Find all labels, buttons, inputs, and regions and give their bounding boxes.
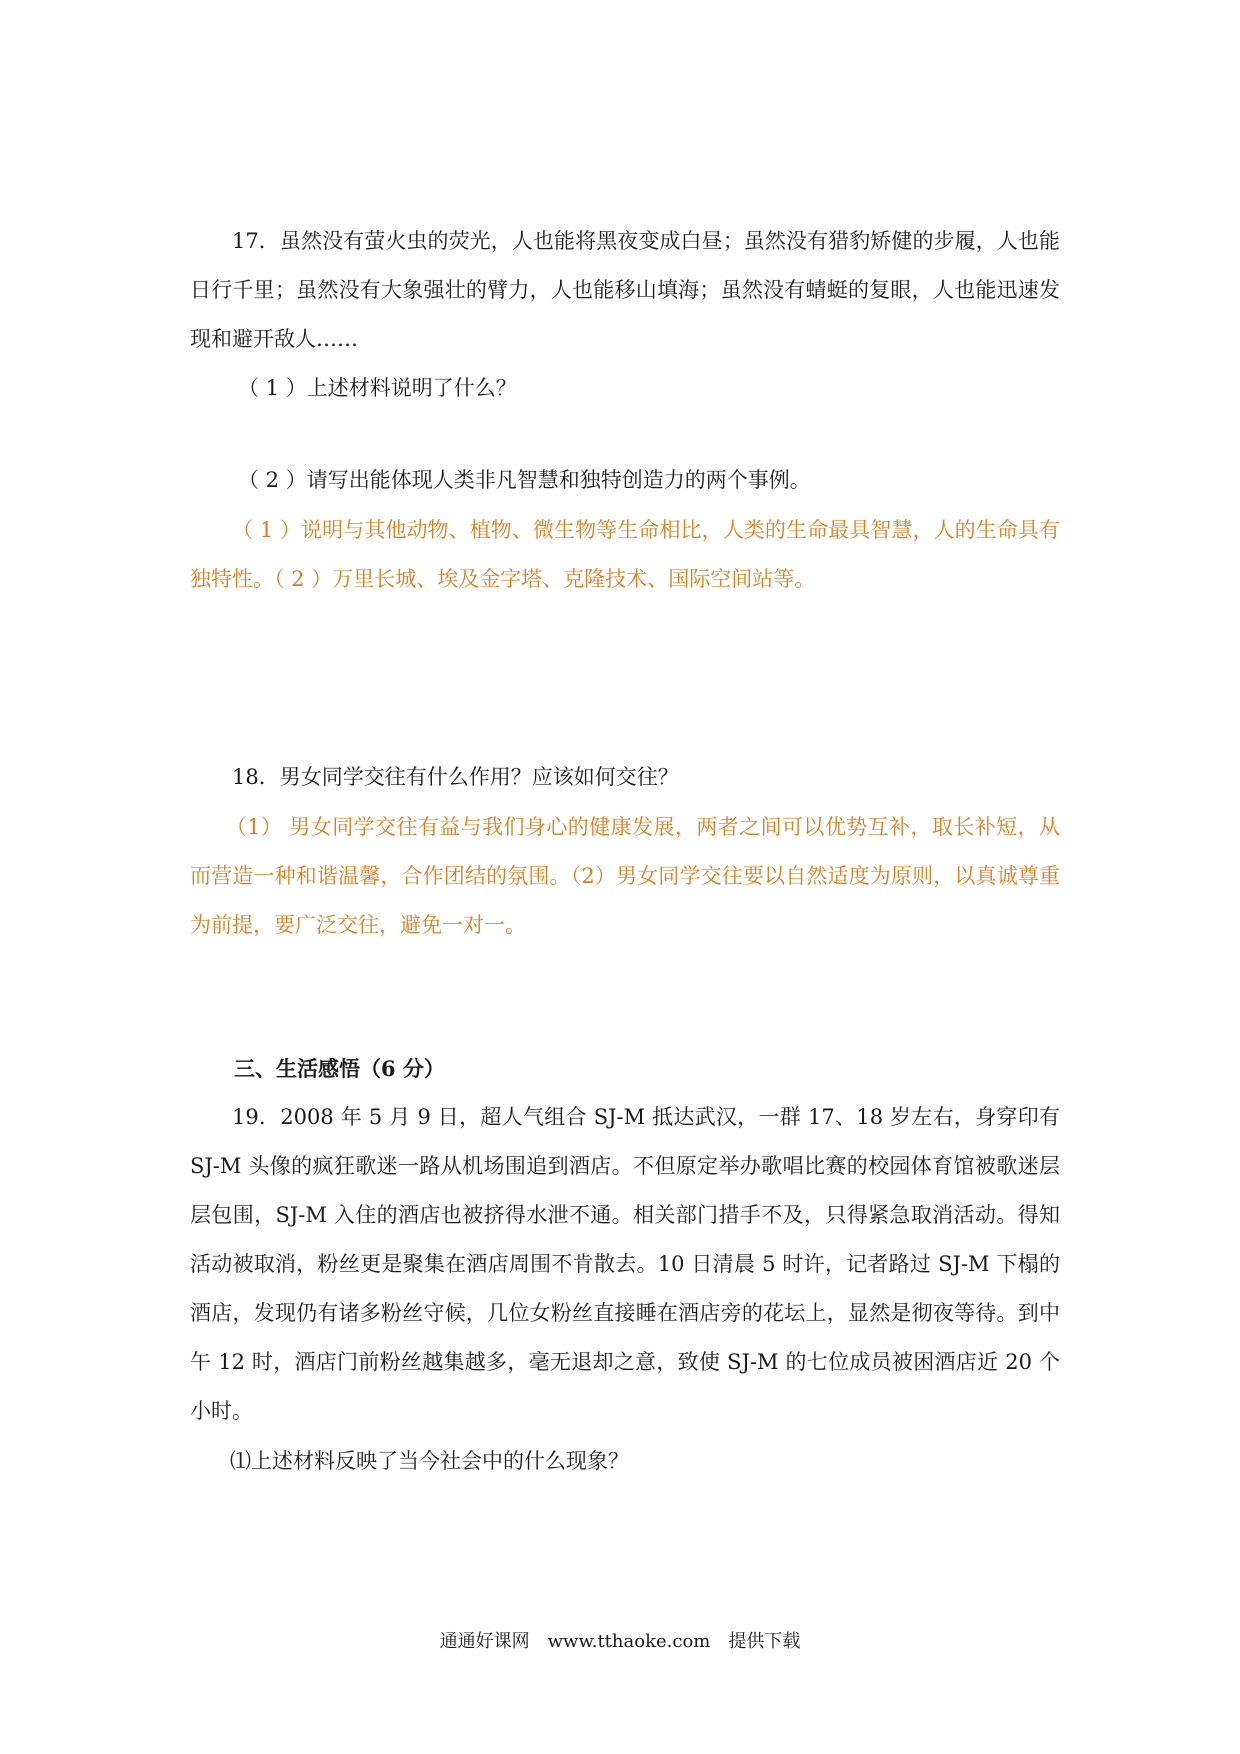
question-17-part-2: （ 2 ）请写出能体现人类非凡智慧和独特创造力的两个事例。 xyxy=(238,468,811,492)
question-19-stem: 19．2008 年 5 月 9 日，超人气组合 SJ-M 抵达武汉，一群 17、18 岁左右，身穿印有 SJ-M 头像的疯狂歌迷一路从机场围追到酒店。不但原定举办歌唱比赛的校园体育馆被歌迷层层包围，SJ-M 入住的酒店也被挤得水泄不通。相关部门措手不及，只得紧急取消活动。得知活动被取消，粉丝更是聚集在酒店周围不肯散去。10 日清晨 5 时许，记者路过 SJ-M 下榻的酒店，发现仍有诸多粉丝守候，几位女粉丝直接睡在酒店旁的花坛上，显然是彻夜等待。到中午 12 时，酒店门前粉丝越集越多，毫无退却之意，致使 SJ-M 的七位成员被困酒店近 20 个小时。 xyxy=(190,1105,1060,1423)
question-17-part-1: （ 1 ）上述材料说明了什么？ xyxy=(238,376,517,400)
question-17-answer: （ 1 ）说明与其他动物、植物、微生物等生命相比，人类的生命最具智慧，人的生命具有独特性。（ 2 ）万里长城、埃及金字塔、克隆技术、国际空间站等。 xyxy=(190,518,1060,591)
page-footer: 通通好课网 www.tthaoke.com 提供下载 xyxy=(439,1631,801,1652)
question-18-answer: （1） 男女同学交往有益与我们身心的健康发展，两者之间可以优势互补，取长补短，从而营造一种和谐温馨，合作团结的氛围。（2）男女同学交往要以自然适度为原则，以真诚尊重为前提，要广泛交往，避免一对一。 xyxy=(190,815,1060,937)
section-3-heading: 三、生活感悟（6 分） xyxy=(234,1056,445,1081)
question-17-stem: 17．虽然没有萤火虫的荧光，人也能将黑夜变成白昼；虽然没有猎豹矫健的步履，人也能日行千里；虽然没有大象强壮的臂力，人也能移山填海；虽然没有蜻蜓的复眼，人也能迅速发现和避开敌人…… xyxy=(190,229,1060,351)
question-19-part-1: ⑴上述材料反映了当今社会中的什么现象？ xyxy=(230,1449,629,1473)
question-18-stem: 18．男女同学交往有什么作用？应该如何交往？ xyxy=(232,765,679,789)
